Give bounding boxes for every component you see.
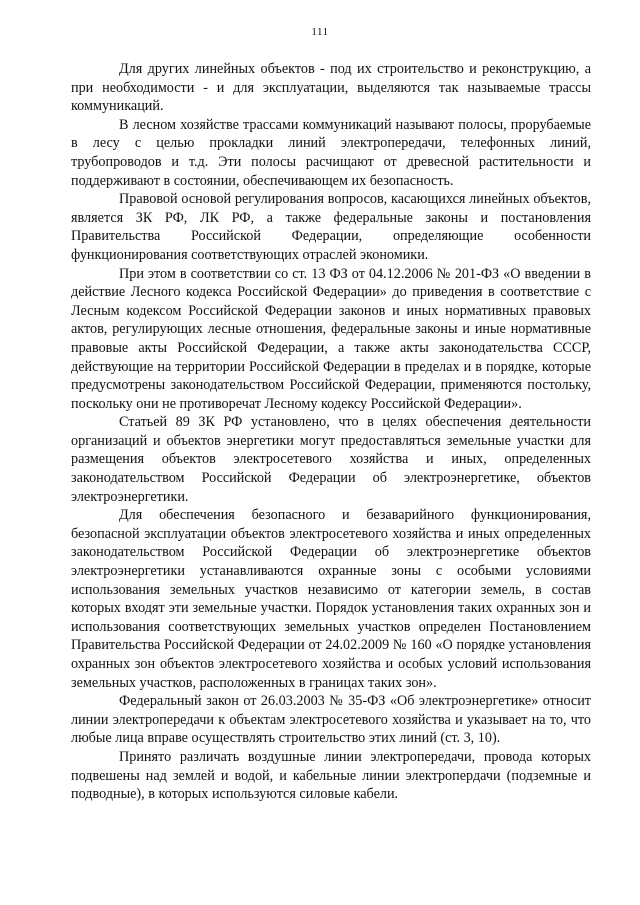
- page-number: 111: [311, 26, 329, 38]
- page-body: [71, 60, 591, 804]
- paragraph-electricity-law: Федеральный закон от 26.03.2003 № 35-ФЗ «Об электроэнергетике» относит линии электропередачи к объектам электросетевого хозяйства и указывает на то, что любые лица вправе осуществлять строительство этих линий (ст. 3, 10).: [71, 693, 591, 747]
- paragraph-legal-basis: Правовой основой регулирования вопросов, касающихся линейных объектов, является ЗК РФ, ЛК РФ, а также федеральные законы и постановления Правительства Российской Федерации, определяющие особенности функционирования соответствующих отраслей экономики.: [71, 191, 591, 263]
- paragraph-forest-corridors: В лесном хозяйстве трассами коммуникаций называют полосы, прорубаемые в лесу с целью прокладки линий электропередачи, телефонных линий, трубопроводов и т.д. Эти полосы расчищают от древесной растительности и поддерживают в состоянии, обеспечивающем их безопасность.: [71, 116, 591, 189]
- paragraph-linear-objects: Для других линейных объектов - под их строительство и реконструкцию, а при необходимости - и для эксплуатации, выделяются так называемые трассы коммуникаций.: [71, 61, 591, 115]
- paragraph-land-code-article-89: Статьей 89 ЗК РФ установлено, что в целях обеспечения деятельности организаций и объектов энергетики могут предоставляться земельные участки для размещения объектов электросетевого хозяйства и иных, определенных законодательством Российской Федерации об электроэнергетике, объектов электроэнергетики.: [71, 414, 591, 505]
- paragraph-line-types: Принято различать воздушные линии электропередачи, провода которых подвешены над землей и водой, и кабельные линии электропердачи (подземные и подводные), в которых используются силовые кабели.: [71, 748, 591, 803]
- paragraph-protection-zones: Для обеспечения безопасного и безаварийного функционирования, безопасной эксплуатации объектов электросетевого хозяйства и иных определенных законодательством Российской Федерации об электроэнергетике объектов электроэнергетики устанавливаются охранные зоны с особыми условиями использования земельных участков независимо от категории земель, в состав которых входят эти земельные участки. Порядок установления таких охранных зон и использования соответствующих земельных участков определен Постановлением Правительства Российской Федерации от 24.02.2009 № 160 «О порядке установления охранных зон объектов электросетевого хозяйства и особых условий использования земельных участков, расположенных в границах таких зон».: [71, 507, 591, 691]
- paragraph-forest-code-article-13: При этом в соответствии со ст. 13 ФЗ от 04.12.2006 № 201-ФЗ «О введении в действие Лесного кодекса Российской Федерации» до приведения в соответствие с Лесным кодексом Российской Федерации законов и иных нормативных правовых актов, регулирующих лесные отношения, федеральные законы и иные нормативные правовые акты Российской Федерации, а также акты законодательства СССР, действующие на территории Российской Федерации в пределах и в порядке, которые предусмотрены законодательством Российской Федерации, применяются постольку, поскольку они не противоречат Лесному кодексу Российской Федерации».: [71, 265, 591, 412]
